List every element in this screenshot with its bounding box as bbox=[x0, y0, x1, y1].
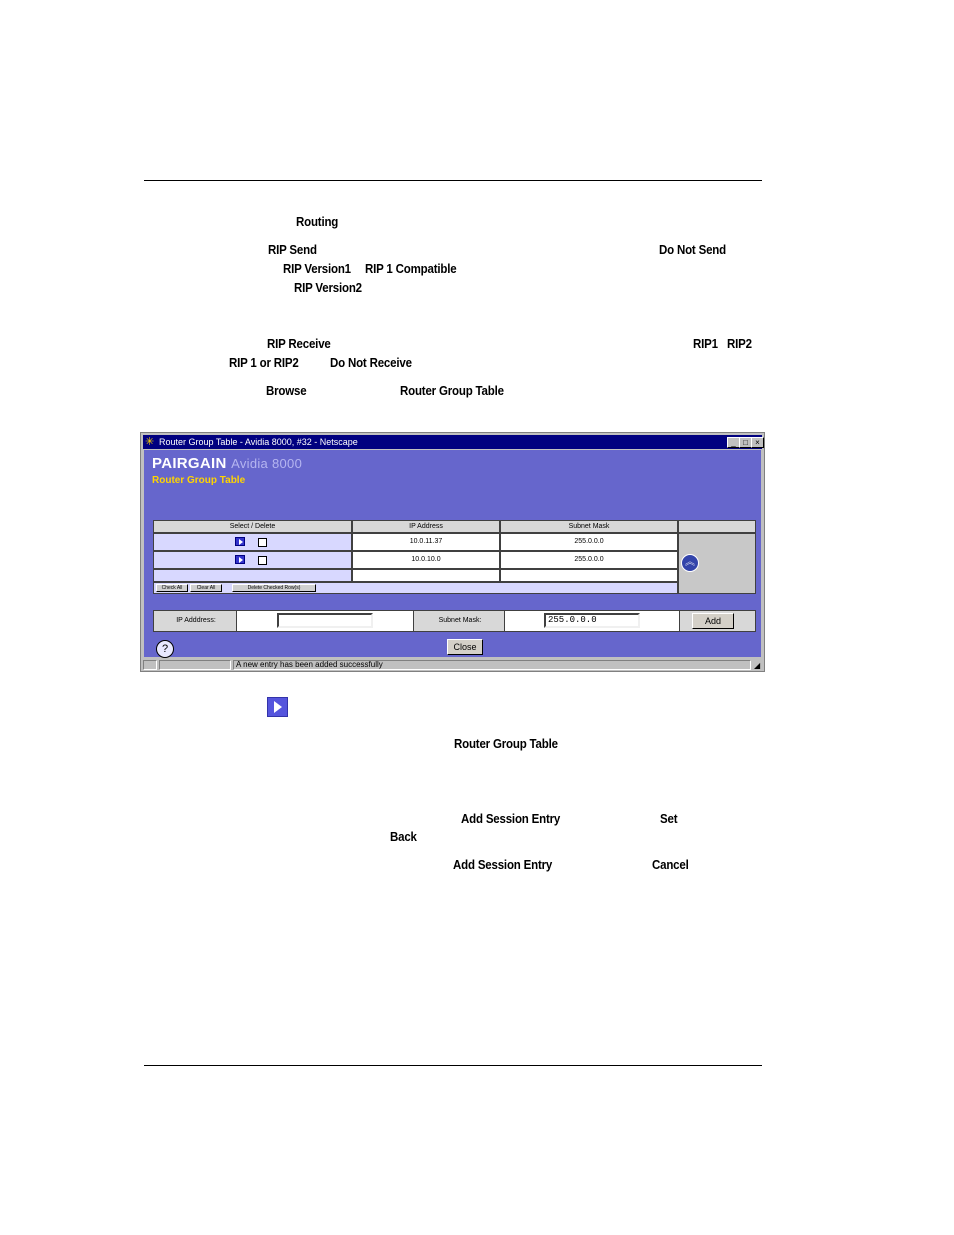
header-rule bbox=[144, 180, 762, 181]
brand-logo bbox=[152, 455, 302, 472]
kw-router-group-table-2: Router Group Table bbox=[454, 737, 558, 751]
subnet-mask-input[interactable]: 255.0.0.0 bbox=[544, 613, 640, 628]
status-message: A new entry has been added successfully bbox=[233, 660, 751, 670]
kw-add-session-entry: Add Session Entry bbox=[461, 812, 561, 826]
select-arrow-icon bbox=[267, 697, 288, 717]
status-progress bbox=[159, 660, 231, 670]
footer-rule bbox=[144, 1065, 762, 1066]
kw-rip-send: RIP Send bbox=[268, 243, 317, 257]
kw-add-session-entry-2: Add Session Entry bbox=[453, 858, 553, 872]
security-lock-icon[interactable] bbox=[143, 660, 157, 670]
kw-rip1-compatible: RIP 1 Compatible bbox=[365, 262, 457, 276]
page-subtitle: Router Group Table bbox=[152, 475, 246, 486]
table-cell-empty bbox=[500, 569, 678, 582]
table-row bbox=[153, 533, 352, 551]
status-bar bbox=[143, 659, 762, 671]
col-header-blank bbox=[678, 520, 756, 533]
netscape-icon: ✳ bbox=[145, 436, 155, 448]
page-content bbox=[144, 450, 761, 657]
kw-back: Back bbox=[390, 830, 417, 844]
close-window-icon[interactable]: × bbox=[751, 437, 764, 448]
row-subnet-mask: 255.0.0.0 bbox=[500, 551, 678, 569]
row-delete-checkbox[interactable] bbox=[258, 556, 267, 565]
help-icon[interactable]: ? bbox=[156, 640, 174, 658]
kw-router-group-table: Router Group Table bbox=[400, 384, 504, 398]
row-subnet-mask: 255.0.0.0 bbox=[500, 533, 678, 551]
clear-all-button[interactable]: Clear All bbox=[190, 584, 222, 592]
maximize-icon[interactable]: □ bbox=[739, 437, 752, 448]
row-ip-address: 10.0.11.37 bbox=[352, 533, 500, 551]
table-row bbox=[153, 551, 352, 569]
select-row-arrow-icon[interactable] bbox=[235, 537, 245, 546]
kw-rip1: RIP1 bbox=[693, 337, 718, 351]
kw-rip1-or-rip2: RIP 1 or RIP2 bbox=[229, 356, 299, 370]
close-button[interactable]: Close bbox=[447, 639, 483, 655]
resize-grip-icon[interactable]: ◢ bbox=[754, 661, 761, 670]
col-header-select-delete: Select / Delete bbox=[153, 520, 352, 533]
kw-do-not-send: Do Not Send bbox=[659, 243, 726, 257]
row-delete-checkbox[interactable] bbox=[258, 538, 267, 547]
subnet-mask-label: Subnet Mask: bbox=[438, 617, 482, 624]
add-button[interactable]: Add bbox=[692, 613, 734, 629]
ip-address-label: IP Adddress: bbox=[176, 617, 216, 624]
kw-rip-version2: RIP Version2 bbox=[294, 281, 362, 295]
brand-name: PAIRGAIN bbox=[152, 455, 227, 472]
kw-browse: Browse bbox=[266, 384, 307, 398]
col-header-ip-address: IP Address bbox=[352, 520, 500, 533]
table-row-empty bbox=[153, 569, 352, 582]
row-ip-address: 10.0.10.0 bbox=[352, 551, 500, 569]
router-group-table-window bbox=[140, 432, 765, 672]
delete-checked-button[interactable]: Delete Checked Row(s) bbox=[232, 584, 316, 592]
kw-rip-receive: RIP Receive bbox=[267, 337, 331, 351]
kw-cancel: Cancel bbox=[652, 858, 689, 872]
check-all-button[interactable]: Check All bbox=[156, 584, 188, 592]
kw-rip-version1: RIP Version1 bbox=[283, 262, 351, 276]
kw-set: Set bbox=[660, 812, 678, 826]
minimize-icon[interactable]: _ bbox=[727, 437, 740, 448]
window-titlebar[interactable] bbox=[143, 435, 762, 449]
ip-address-input[interactable] bbox=[277, 613, 373, 628]
scroll-up-icon[interactable]: ︽ bbox=[681, 554, 699, 572]
select-row-arrow-icon[interactable] bbox=[235, 555, 245, 564]
window-title: Router Group Table - Avidia 8000, #32 - Netscape bbox=[159, 437, 358, 447]
col-header-subnet-mask: Subnet Mask bbox=[500, 520, 678, 533]
kw-rip2: RIP2 bbox=[727, 337, 752, 351]
table-cell-empty bbox=[352, 569, 500, 582]
product-model: Avidia 8000 bbox=[231, 456, 303, 471]
kw-routing: Routing bbox=[296, 215, 339, 229]
kw-do-not-receive: Do Not Receive bbox=[330, 356, 412, 370]
